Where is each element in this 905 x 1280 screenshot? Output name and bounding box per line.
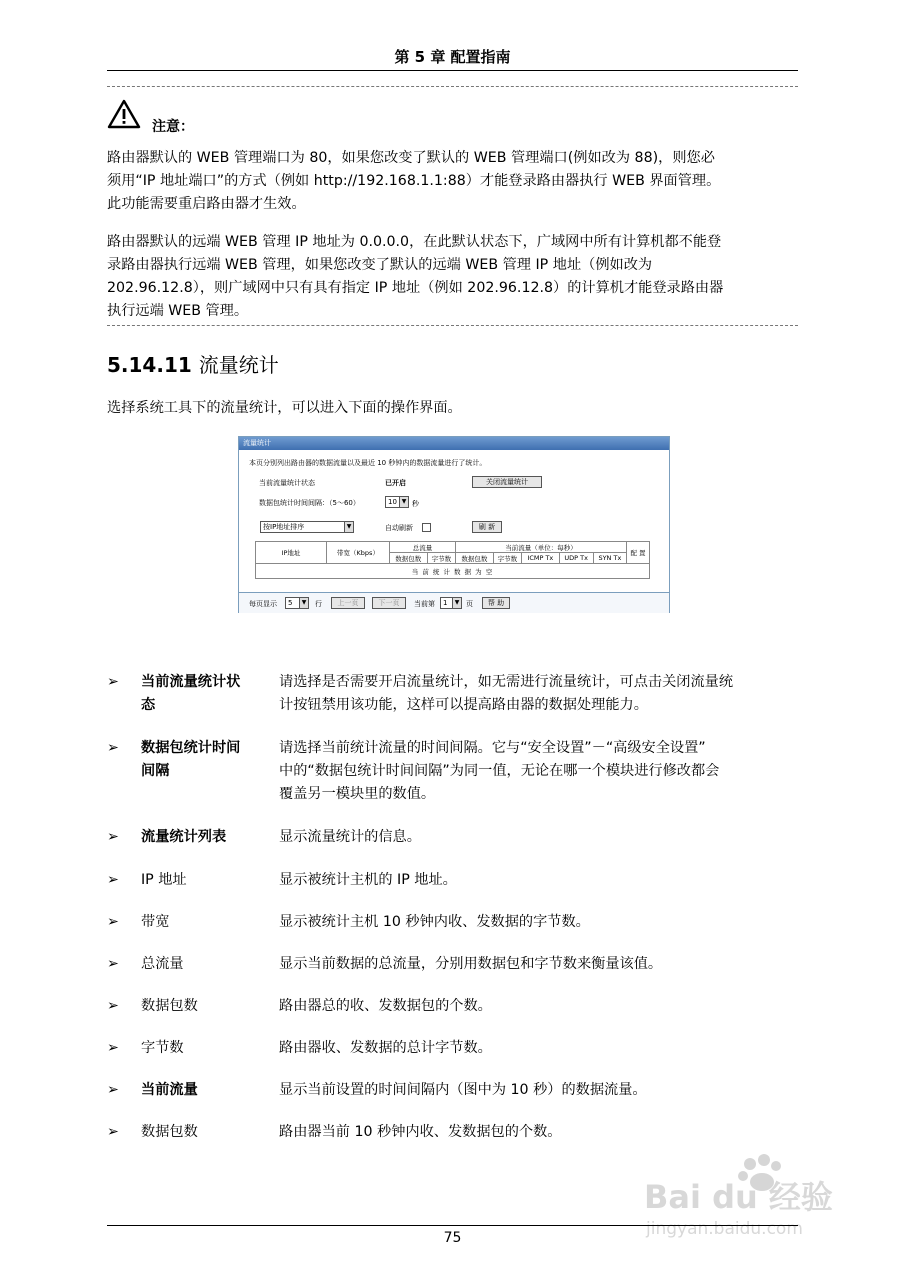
note-top-divider xyxy=(107,86,798,87)
note-label: 注意： xyxy=(152,119,194,135)
prev-page-button[interactable]: 上一页 xyxy=(331,597,365,609)
sub-bytes: 字节数 xyxy=(427,553,456,564)
list-term: 总流量 xyxy=(141,956,184,972)
status-value: 已开启 xyxy=(385,479,406,487)
interval-unit: 秒 xyxy=(412,500,419,508)
traffic-stats-panel xyxy=(238,436,670,613)
list-desc: 显示流量统计的信息。 xyxy=(279,829,421,845)
table-header-row xyxy=(256,542,650,553)
list-term: 数据包数 xyxy=(141,998,198,1014)
page-number: 75 xyxy=(443,1230,462,1246)
note-paragraph-2: 路由器默认的远端 WEB 管理 IP 地址为 0.0.0.0，在此默认状态下，广域网中所有计算机都不能登 录路由器执行远端 WEB 管理，如果您改变了默认的远端 WEB 管理 IP 地址（例如改为 202.96.12.8），则广域网中只有具有指定 IP 地址（例如 202.96.12.8）的计算机才能登录路由器 执行远端 WEB 管理。 xyxy=(107,234,724,319)
list-desc: 显示当前设置的时间间隔内（图中为 10 秒）的数据流量。 xyxy=(279,1082,647,1098)
list-term: 当前流量 xyxy=(141,1082,198,1098)
list-term: 流量统计列表 xyxy=(141,829,227,845)
refresh-button[interactable]: 刷 新 xyxy=(472,521,502,533)
page-unit: 页 xyxy=(466,600,473,608)
status-label: 当前流量统计状态 xyxy=(259,479,315,487)
interval-label: 数据包统计时间间隔：（5～60） xyxy=(259,499,360,507)
chapter-header: 第 5 章 配置指南 xyxy=(394,48,511,66)
current-page-select[interactable]: 1 ▼ xyxy=(440,597,462,609)
svg-text:jingyan.baidu.com: jingyan.baidu.com xyxy=(646,1219,803,1239)
list-desc: 显示被统计主机 10 秒钟内收、发数据的字节数。 xyxy=(279,914,590,930)
list-term: 数据包统计时间 间隔 xyxy=(141,740,241,779)
close-stats-button[interactable]: 关闭流量统计 xyxy=(472,476,542,488)
sub-bytes-current: 字节数 xyxy=(493,553,522,564)
footer-rule xyxy=(107,1225,798,1226)
bullet-icon: ➢ xyxy=(107,740,119,756)
traffic-table xyxy=(255,541,650,579)
list-desc: 显示被统计主机的 IP 地址。 xyxy=(279,872,457,888)
empty-message: 当 前 统 计 数 据 为 空 xyxy=(256,564,650,579)
bullet-icon: ➢ xyxy=(107,914,119,930)
bullet-icon: ➢ xyxy=(107,998,119,1014)
list-desc: 路由器收、发数据的总计字节数。 xyxy=(279,1040,492,1056)
auto-refresh-label: 自动刷新 xyxy=(385,524,413,532)
list-term: 带宽 xyxy=(141,914,170,930)
header-rule xyxy=(107,70,798,71)
sub-packets: 数据包数 xyxy=(390,553,428,564)
sub-syn: SYN Tx xyxy=(593,553,626,564)
svg-text:Bai du 经验: Bai du 经验 xyxy=(644,1178,833,1216)
list-term: 数据包数 xyxy=(141,1124,198,1140)
list-desc: 请选择是否需要开启流量统计，如无需进行流量统计，可点击关闭流量统 计按钮禁用该功能，这样可以提高路由器的数据处理能力。 xyxy=(279,674,734,713)
help-button[interactable]: 帮 助 xyxy=(482,597,510,609)
current-page-label: 当前第 xyxy=(414,600,435,608)
list-term: 字节数 xyxy=(141,1040,184,1056)
chevron-down-icon: ▼ xyxy=(399,497,408,507)
section-intro: 选择系统工具下的流量统计，可以进入下面的操作界面。 xyxy=(107,400,462,416)
list-desc: 显示当前数据的总流量，分别用数据包和字节数来衡量该值。 xyxy=(279,956,663,972)
interval-select[interactable]: 10 ▼ xyxy=(385,496,409,508)
bullet-icon: ➢ xyxy=(107,829,119,845)
bullet-icon: ➢ xyxy=(107,1124,119,1140)
panel-description: 本页分别列出路由器的数据流量以及最近 10 秒钟内的数据流量进行了统计。 xyxy=(249,459,487,467)
warning-icon xyxy=(107,99,141,129)
row-unit: 行 xyxy=(315,600,322,608)
per-page-label: 每页显示 xyxy=(249,600,277,608)
next-page-button[interactable]: 下一页 xyxy=(372,597,406,609)
panel-title: 流量统计 xyxy=(239,437,669,450)
baidu-watermark-icon xyxy=(640,1150,860,1240)
bullet-icon: ➢ xyxy=(107,956,119,972)
col-current: 当前流量（单位：每秒） xyxy=(456,542,627,553)
per-page-select[interactable]: 5 ▼ xyxy=(285,597,309,609)
col-bandwidth: 带宽（Kbps） xyxy=(327,542,390,564)
note-paragraph-1: 路由器默认的 WEB 管理端口为 80，如果您改变了默认的 WEB 管理端口(例如改为 88)，则您必 须用“IP 地址端口”的方式（例如 http://192.168.1.1:88）才能登录路由器执行 WEB 界面管理。 此功能需要重启路由器才生效。 xyxy=(107,150,721,212)
section-title xyxy=(107,349,279,378)
section-number: 5.14.11 xyxy=(107,353,192,377)
auto-refresh-checkbox[interactable] xyxy=(422,523,431,532)
list-term: IP 地址 xyxy=(141,872,187,888)
col-config: 配 置 xyxy=(627,542,650,564)
bullet-icon: ➢ xyxy=(107,674,119,690)
col-total: 总流量 xyxy=(390,542,456,553)
list-desc: 请选择当前统计流量的时间间隔。它与“安全设置”－“高级安全设置” 中的“数据包统计时间间隔”为同一值，无论在哪一个模块进行修改都会 覆盖另一模块里的数值。 xyxy=(279,740,720,802)
chevron-down-icon: ▼ xyxy=(344,522,353,532)
chevron-down-icon: ▼ xyxy=(299,598,308,608)
list-desc: 路由器当前 10 秒钟内收、发数据包的个数。 xyxy=(279,1124,562,1140)
sort-select[interactable]: 按IP地址排序 ▼ xyxy=(260,521,354,533)
col-ip: IP地址 xyxy=(256,542,327,564)
sub-icmp: ICMP Tx xyxy=(522,553,559,564)
list-term: 当前流量统计状 态 xyxy=(141,674,241,713)
bullet-icon: ➢ xyxy=(107,1082,119,1098)
sub-udp: UDP Tx xyxy=(559,553,593,564)
chevron-down-icon: ▼ xyxy=(452,598,461,608)
list-desc: 路由器总的收、发数据包的个数。 xyxy=(279,998,492,1014)
note-bottom-divider xyxy=(107,325,798,326)
sub-packets-current: 数据包数 xyxy=(456,553,494,564)
bullet-icon: ➢ xyxy=(107,1040,119,1056)
pagination-bar xyxy=(239,592,669,613)
bullet-icon: ➢ xyxy=(107,872,119,888)
table-empty-row xyxy=(256,564,650,579)
section-heading: 流量统计 xyxy=(198,353,279,377)
